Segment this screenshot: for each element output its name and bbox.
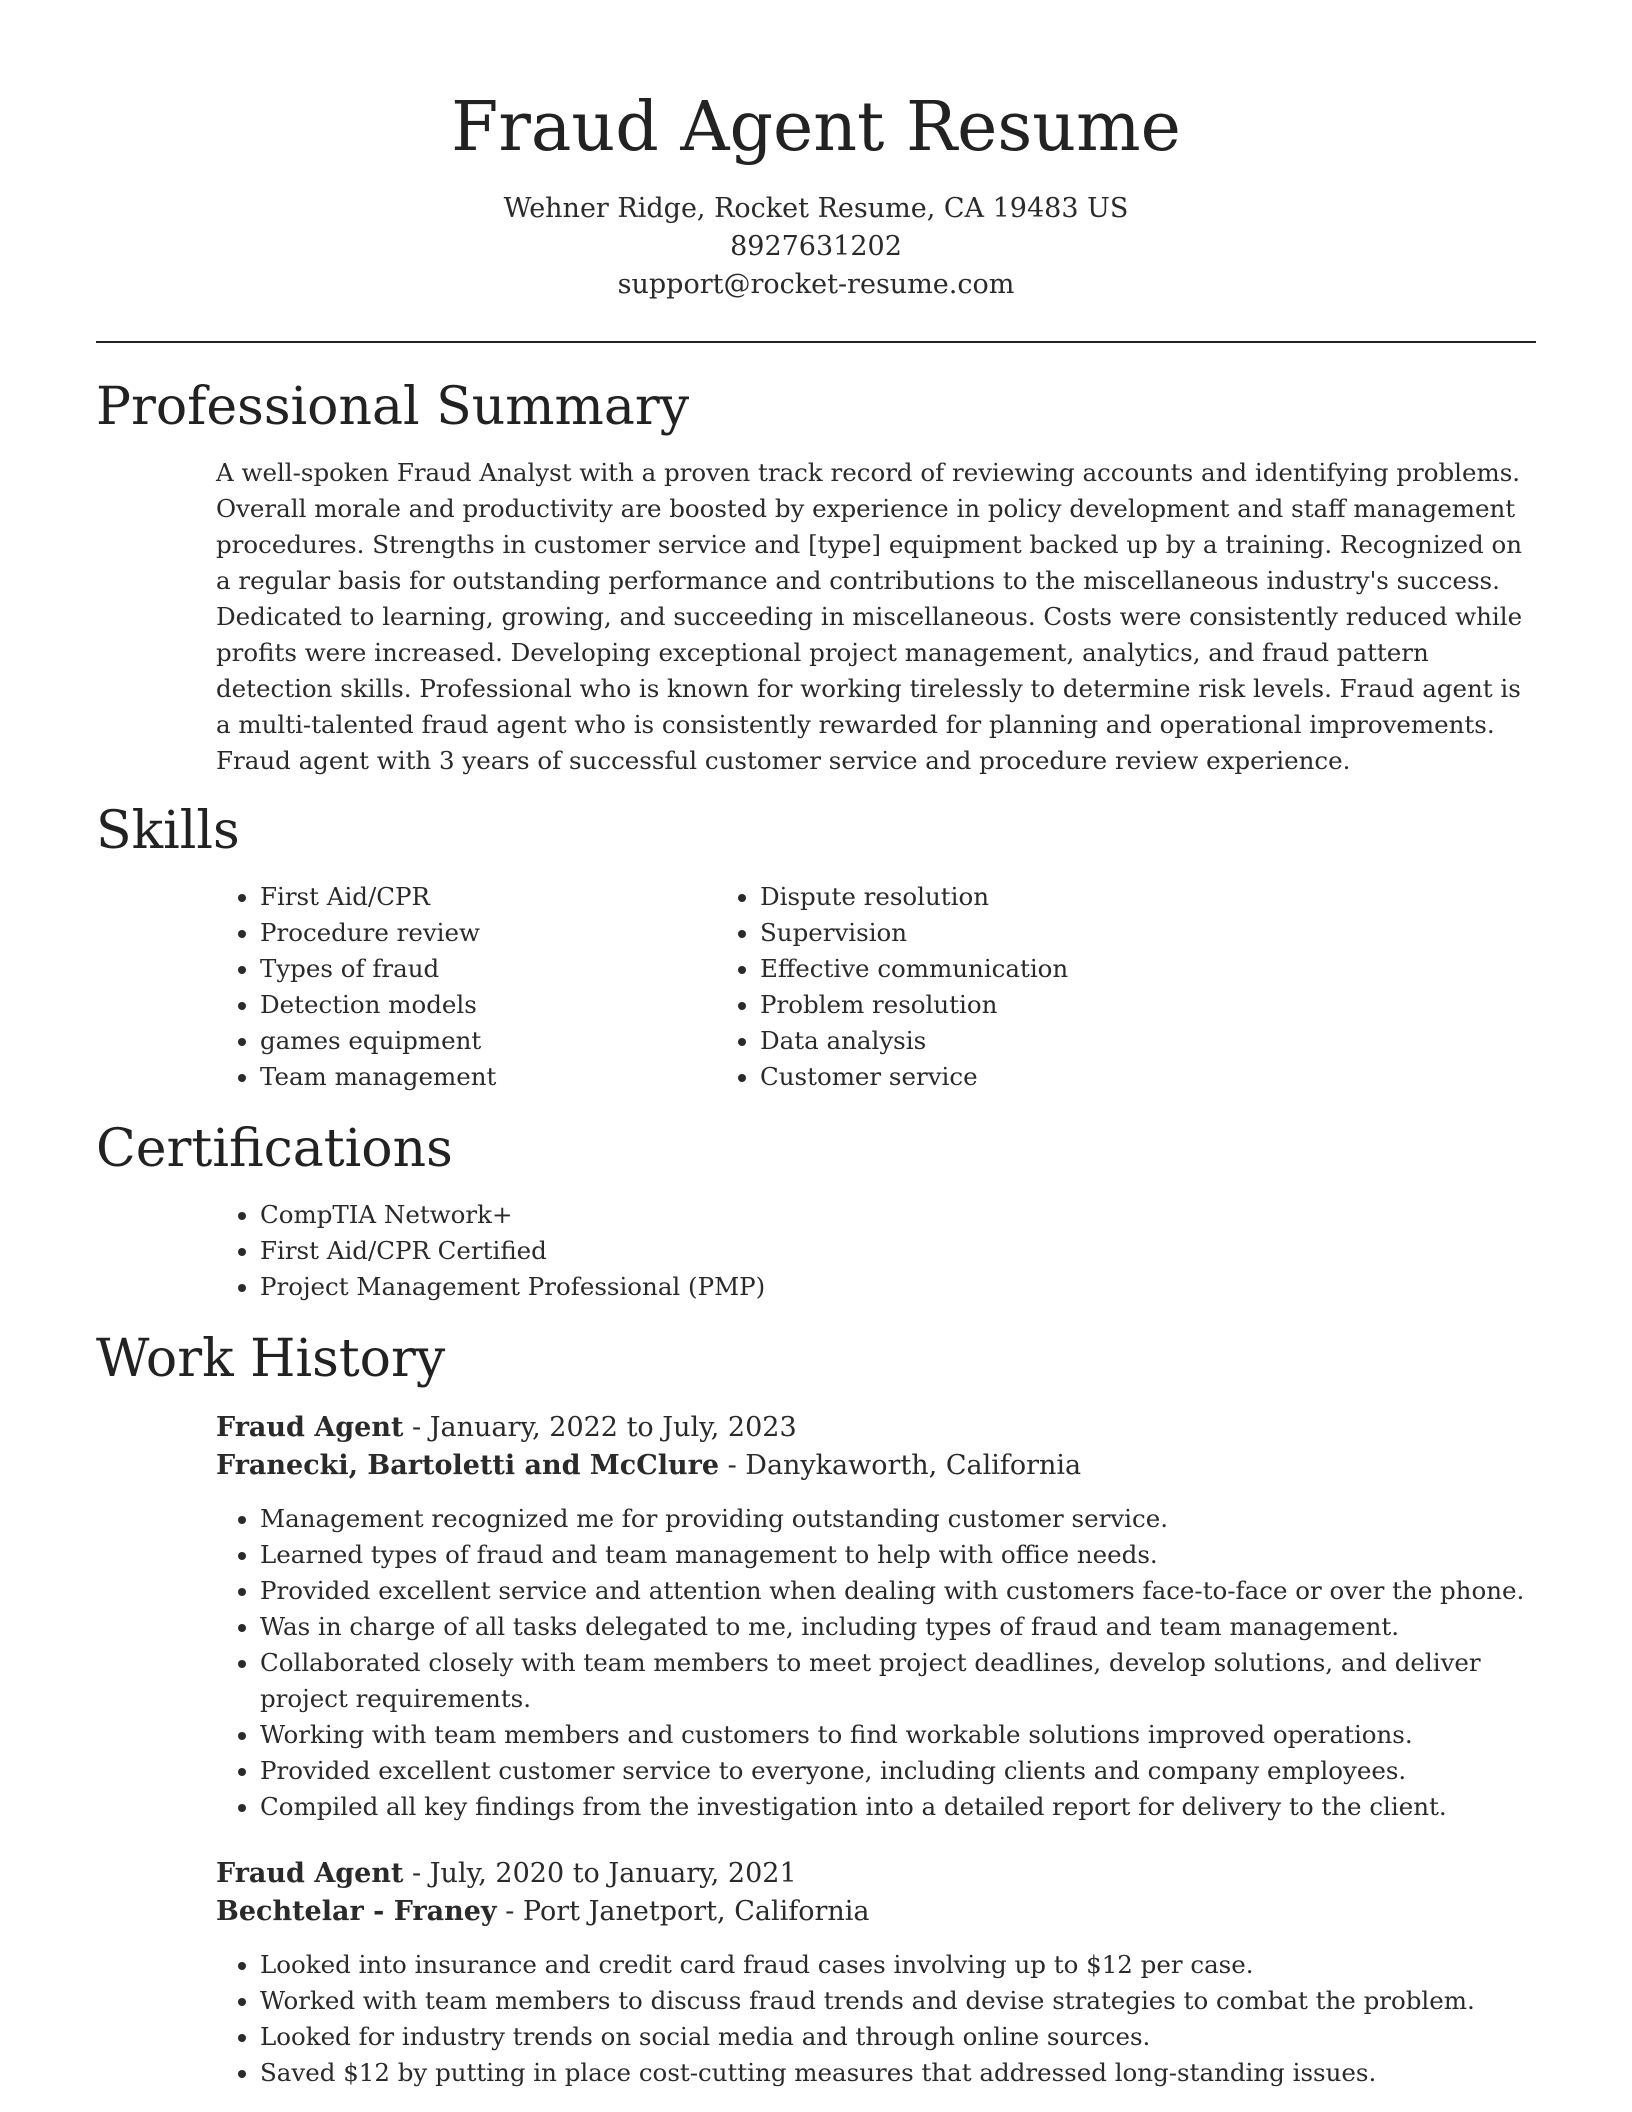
skill-item: • Types of fraud — [260, 951, 746, 987]
resume-title: Fraud Agent Resume — [451, 88, 1181, 167]
job-separator: - — [403, 1858, 430, 1889]
skills-list-right — [746, 879, 1396, 1095]
job-entry — [216, 1855, 1536, 2091]
job-separator: - — [403, 1412, 430, 1443]
skill-item: • Detection models — [260, 987, 746, 1023]
contact-email: support@rocket-resume.com — [617, 269, 1015, 300]
job-bullet: • Working with team members and customers to find workable solutions improved operations. — [260, 1717, 1536, 1753]
skill-item: • Procedure review — [260, 915, 746, 951]
skills-columns — [96, 879, 1536, 1095]
skill-item: • Supervision — [760, 915, 1396, 951]
job-title-line — [216, 1409, 1536, 1447]
skills-section — [96, 801, 1536, 1095]
job-dates: January, 2022 to July, 2023 — [429, 1412, 797, 1443]
skill-item: • First Aid/CPR — [260, 879, 746, 915]
job-entry — [216, 1409, 1536, 1825]
job-bullet: • Worked with team members to discuss fraud trends and devise strategies to combat the problem. — [260, 1983, 1536, 2019]
certifications-list — [96, 1197, 1536, 1305]
job-separator: - — [719, 1450, 746, 1481]
section-heading-work-history: Work History — [96, 1329, 446, 1389]
skills-column-right — [746, 879, 1396, 1095]
skills-list-left — [96, 879, 746, 1095]
section-heading-certifications: Certifications — [96, 1119, 453, 1179]
skill-item: • Dispute resolution — [760, 879, 1396, 915]
job-bullet: • Collaborated closely with team members to meet project deadlines, develop solutions, and deliver project requirements. — [260, 1645, 1536, 1717]
job-bullet: • Saved $12 by putting in place cost-cutting measures that addressed long-standing issues. — [260, 2055, 1536, 2091]
section-heading-skills: Skills — [96, 801, 240, 861]
job-bullets — [216, 1501, 1536, 1825]
contact-phone: 8927631202 — [730, 231, 902, 262]
job-dates: July, 2020 to January, 2021 — [429, 1858, 797, 1889]
skill-item: • games equipment — [260, 1023, 746, 1059]
section-heading-summary: Professional Summary — [96, 377, 690, 437]
job-company-line — [216, 1893, 1536, 1931]
job-bullet: • Provided excellent service and attention when dealing with customers face-to-face or over the phone. — [260, 1573, 1536, 1609]
job-title-line — [216, 1855, 1536, 1893]
resume-header — [96, 0, 1536, 304]
job-company: Franecki, Bartoletti and McClure — [216, 1450, 719, 1481]
job-bullet: • Compiled all key findings from the investigation into a detailed report for delivery to the client. — [260, 1789, 1536, 1825]
job-bullet: • Provided excellent customer service to everyone, including clients and company employees. — [260, 1753, 1536, 1789]
skills-column-left — [96, 879, 746, 1095]
skill-item: • Problem resolution — [760, 987, 1396, 1023]
job-bullet: • Looked for industry trends on social media and through online sources. — [260, 2019, 1536, 2055]
certification-item: • First Aid/CPR Certified — [260, 1233, 1536, 1269]
job-title: Fraud Agent — [216, 1858, 404, 1889]
job-bullet: • Was in charge of all tasks delegated to me, including types of fraud and team management. — [260, 1609, 1536, 1645]
job-bullet: • Looked into insurance and credit card fraud cases involving up to $12 per case. — [260, 1947, 1536, 1983]
header-divider — [96, 341, 1536, 343]
professional-summary-section — [96, 377, 1536, 779]
job-location: Danykaworth, California — [745, 1450, 1082, 1481]
job-location: Port Janetport, California — [522, 1896, 870, 1927]
certification-item: • Project Management Professional (PMP) — [260, 1269, 1536, 1305]
job-bullet: • Management recognized me for providing outstanding customer service. — [260, 1501, 1536, 1537]
job-title: Fraud Agent — [216, 1412, 404, 1443]
contact-address: Wehner Ridge, Rocket Resume, CA 19483 US — [503, 193, 1129, 224]
job-bullets — [216, 1947, 1536, 2091]
work-history-section — [96, 1329, 1536, 2091]
job-separator: - — [496, 1896, 523, 1927]
skill-item: • Effective communication — [760, 951, 1396, 987]
certifications-section — [96, 1119, 1536, 1305]
job-bullet: • Learned types of fraud and team management to help with office needs. — [260, 1537, 1536, 1573]
job-company-line — [216, 1447, 1536, 1485]
skill-item: • Customer service — [760, 1059, 1396, 1095]
summary-text: A well-spoken Fraud Analyst with a proven track record of reviewing accounts and identifying problems. Overall morale and productivity are boosted by experience in policy development and staff management procedures. Strengths in customer service and [type] equipment backed up by a training. Recognized on a regular basis for outstanding performance and contributions to the miscellaneous industry's success. Dedicated to learning, growing, and succeeding in miscellaneous. Costs were consistently reduced while profits were increased. Developing exceptional project management, analytics, and fraud pattern detection skills. Professional who is known for working tirelessly to determine risk levels. Fraud agent is a multi-talented fraud agent who is consistently rewarded for planning and operational improvements. Fraud agent with 3 years of successful customer service and procedure review experience. — [216, 458, 1523, 775]
skill-item: • Data analysis — [760, 1023, 1396, 1059]
skill-item: • Team management — [260, 1059, 746, 1095]
certification-item: • CompTIA Network+ — [260, 1197, 1536, 1233]
job-company: Bechtelar - Franey — [216, 1896, 497, 1927]
